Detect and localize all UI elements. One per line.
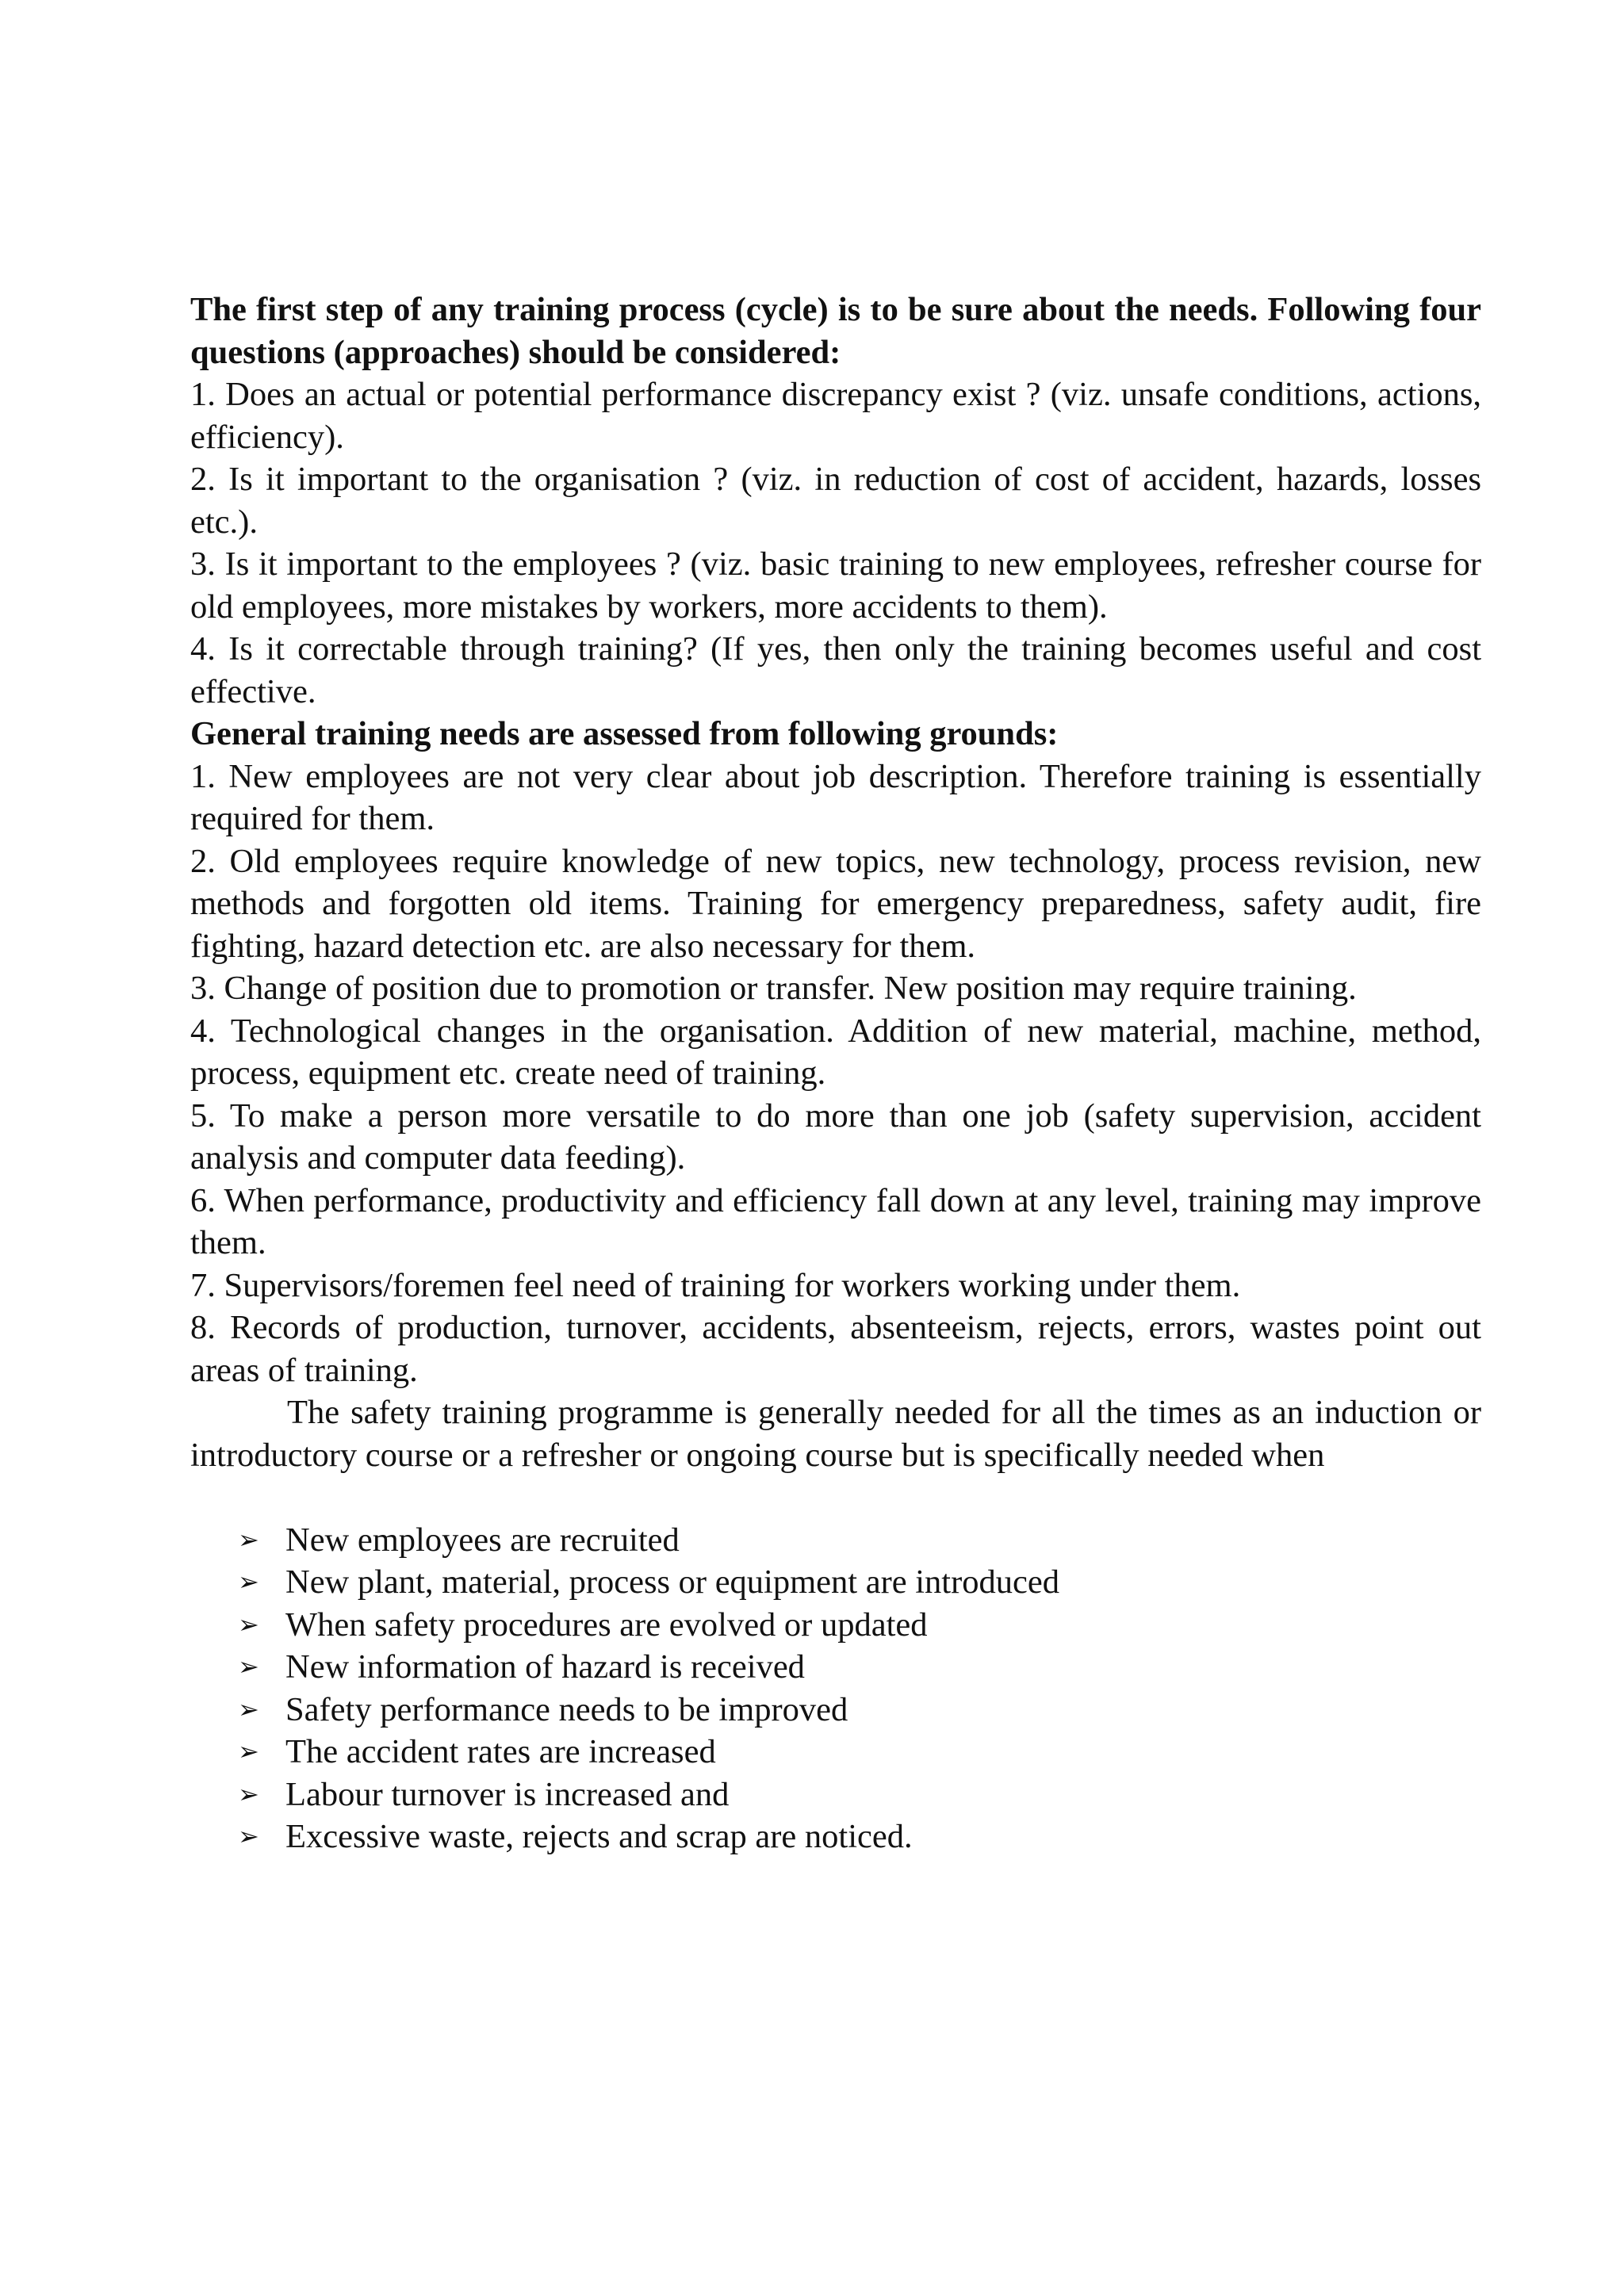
ground-item: 8. Records of production, turnover, accidents, absenteeism, rejects, errors, wastes point out areas of training.	[190, 1309, 1481, 1389]
arrow-bullet-icon: ➢	[238, 1693, 259, 1724]
bullet-item	[190, 1774, 1481, 1816]
ground-item: 7. Supervisors/foremen feel need of training for workers working under them.	[190, 1266, 1241, 1304]
question-item: 2. Is it important to the organisation ? (viz. in reduction of cost of accident, hazards, losses etc.).	[190, 461, 1481, 541]
bullet-text: When safety procedures are evolved or updated	[285, 1605, 928, 1644]
document-body	[190, 289, 1481, 1858]
bullet-text: The accident rates are increased	[285, 1733, 716, 1770]
arrow-bullet-icon: ➢	[238, 1778, 259, 1809]
question-item: 4. Is it correctable through training? (If yes, then only the training becomes useful and cost effective.	[190, 630, 1481, 710]
bullet-text: New plant, material, process or equipment are introduced	[285, 1563, 1059, 1601]
bullet-text: Labour turnover is increased and	[285, 1775, 730, 1813]
bullet-item	[190, 1561, 1481, 1604]
bullet-text: Excessive waste, rejects and scrap are noticed.	[285, 1818, 913, 1855]
ground-item: 4. Technological changes in the organisation. Addition of new material, machine, method, process, equipment etc. create need of training.	[190, 1012, 1481, 1092]
arrow-bullet-icon: ➢	[238, 1736, 259, 1766]
bullet-item	[190, 1689, 1481, 1732]
ground-item: 3. Change of position due to promotion or transfer. New position may require training.	[190, 970, 1357, 1007]
bullet-item	[190, 1604, 1481, 1647]
bullet-item	[190, 1646, 1481, 1689]
arrow-bullet-icon: ➢	[238, 1651, 259, 1682]
bullet-item	[190, 1519, 1481, 1562]
arrow-bullet-icon: ➢	[238, 1524, 259, 1555]
bullet-item	[190, 1731, 1481, 1774]
section-heading-grounds: General training needs are assessed from following grounds:	[190, 715, 1059, 752]
bullet-item	[190, 1816, 1481, 1858]
body-paragraph: The safety training programme is generally needed for all the times as an induction or introductory course or a refresher or ongoing course but is specifically needed when	[190, 1394, 1481, 1474]
bullet-text: New information of hazard is received	[285, 1648, 805, 1686]
bullet-text: New employees are recruited	[285, 1521, 680, 1559]
question-item: 1. Does an actual or potential performance discrepancy exist ? (viz. unsafe conditions, actions, efficiency).	[190, 376, 1481, 456]
arrow-bullet-icon: ➢	[238, 1609, 259, 1640]
arrow-bullet-icon: ➢	[238, 1821, 259, 1851]
ground-item: 1. New employees are not very clear about job description. Therefore training is essentially required for them.	[190, 757, 1481, 837]
question-item: 3. Is it important to the employees ? (viz. basic training to new employees, refresher course for old employees, more mistakes by workers, more accidents to them).	[190, 545, 1481, 626]
section-heading-needs: The first step of any training process (cycle) is to be sure about the needs. Following four questions (approaches) should be considered:	[190, 291, 1481, 371]
arrow-bullet-icon: ➢	[238, 1567, 259, 1597]
ground-item: 6. When performance, productivity and efficiency fall down at any level, training may improve them.	[190, 1181, 1481, 1261]
bullet-list	[190, 1519, 1481, 1858]
bullet-text: Safety performance needs to be improved	[285, 1690, 848, 1728]
ground-item: 2. Old employees require knowledge of new topics, new technology, process revision, new methods and forgotten old items. Training for emergency preparedness, safety audit, fire fighting, hazard detection etc. are also necessary for them.	[190, 842, 1481, 965]
ground-item: 5. To make a person more versatile to do more than one job (safety supervision, accident analysis and computer data feeding).	[190, 1096, 1481, 1177]
